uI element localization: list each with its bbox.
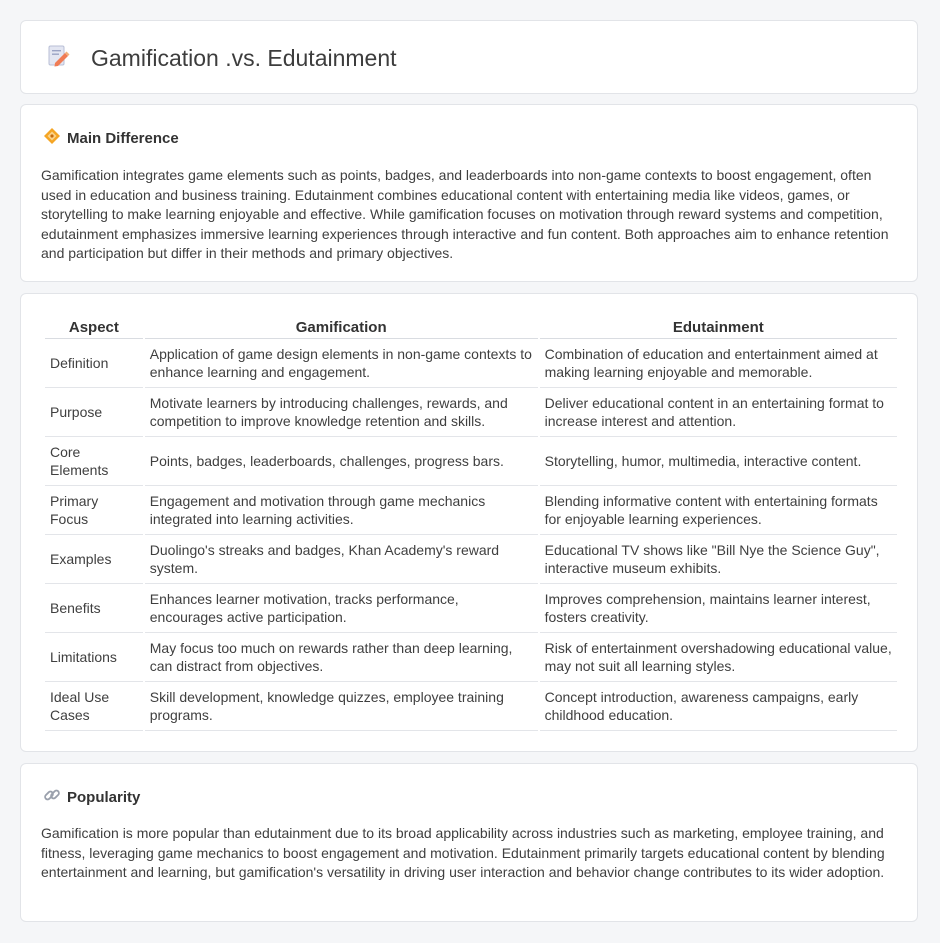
row-gamification: Application of game design elements in non-game contexts to enhance learning and engagement. — [145, 339, 538, 388]
main-difference-text: Gamification integrates game elements such as points, badges, and leaderboards into non-game contexts to boost engagement, often used in education and business training. Edutainment combines educational content with entertaining media like videos, games, or storytelling to make learning enjoyable and effective. While gamification focuses on motivation through reward systems and competition, edutainment emphasizes immersive learning experiences through interactive and fun content. Both approaches aim to enhance retention and participation but differ in their methods and primary objectives. — [41, 167, 889, 262]
header-gamification: Gamification — [145, 316, 538, 339]
row-edutainment: Blending informative content with entertaining formats for enjoyable learning experiences. — [540, 486, 897, 535]
table-row — [45, 486, 897, 535]
row-aspect: Definition — [45, 339, 143, 388]
header-card — [20, 20, 918, 94]
comparison-section — [20, 293, 918, 752]
row-aspect: Primary Focus — [45, 486, 143, 535]
table-header-row — [45, 316, 897, 339]
header-aspect: Aspect — [45, 316, 143, 339]
row-gamification: Duolingo's streaks and badges, Khan Academy's reward system. — [145, 535, 538, 584]
row-edutainment: Combination of education and entertainment aimed at making learning enjoyable and memorable. — [540, 339, 897, 388]
table-row — [45, 388, 897, 437]
row-edutainment: Educational TV shows like "Bill Nye the Science Guy", interactive museum exhibits. — [540, 535, 897, 584]
table-row — [45, 682, 897, 731]
row-gamification: Points, badges, leaderboards, challenges, progress bars. — [145, 437, 538, 486]
table-row — [45, 437, 897, 486]
row-edutainment: Concept introduction, awareness campaigns, early childhood education. — [540, 682, 897, 731]
row-aspect: Limitations — [45, 633, 143, 682]
header-edutainment: Edutainment — [540, 316, 897, 339]
row-aspect: Examples — [45, 535, 143, 584]
row-gamification: May focus too much on rewards rather than deep learning, can distract from objectives. — [145, 633, 538, 682]
row-edutainment: Storytelling, humor, multimedia, interactive content. — [540, 437, 897, 486]
popularity-text: Gamification is more popular than edutainment due to its broad applicability across industries such as marketing, employee training, and fitness, leveraging game mechanics to boost engagement and motivation. Edutainment primarily targets educational content by blending entertainment and learning, but gamification's versatility in driving user interaction and behavior change contributes to its wider adoption. — [41, 825, 885, 881]
row-gamification: Skill development, knowledge quizzes, employee training programs. — [145, 682, 538, 731]
row-aspect: Purpose — [45, 388, 143, 437]
main-difference-title: Main Difference — [67, 130, 179, 147]
table-row — [45, 633, 897, 682]
page-title: Gamification .vs. Edutainment — [91, 45, 397, 71]
row-edutainment: Deliver educational content in an entertaining format to increase interest and attention. — [540, 388, 897, 437]
popularity-section — [20, 763, 918, 922]
popularity-title: Popularity — [67, 789, 141, 806]
row-gamification: Engagement and motivation through game mechanics integrated into learning activities. — [145, 486, 538, 535]
diamond-icon — [43, 127, 61, 150]
table-row — [45, 339, 897, 388]
table-row — [45, 584, 897, 633]
row-aspect: Benefits — [45, 584, 143, 633]
document-pencil-icon — [45, 43, 71, 74]
link-icon — [43, 786, 61, 809]
row-edutainment: Improves comprehension, maintains learner interest, fosters creativity. — [540, 584, 897, 633]
row-aspect: Core Elements — [45, 437, 143, 486]
main-difference-section — [20, 104, 918, 282]
row-gamification: Motivate learners by introducing challenges, rewards, and competition to improve knowledge retention and skills. — [145, 388, 538, 437]
comparison-table — [43, 316, 899, 731]
row-aspect: Ideal Use Cases — [45, 682, 143, 731]
table-row — [45, 535, 897, 584]
row-gamification: Enhances learner motivation, tracks performance, encourages active participation. — [145, 584, 538, 633]
row-edutainment: Risk of entertainment overshadowing educational value, may not suit all learning styles. — [540, 633, 897, 682]
